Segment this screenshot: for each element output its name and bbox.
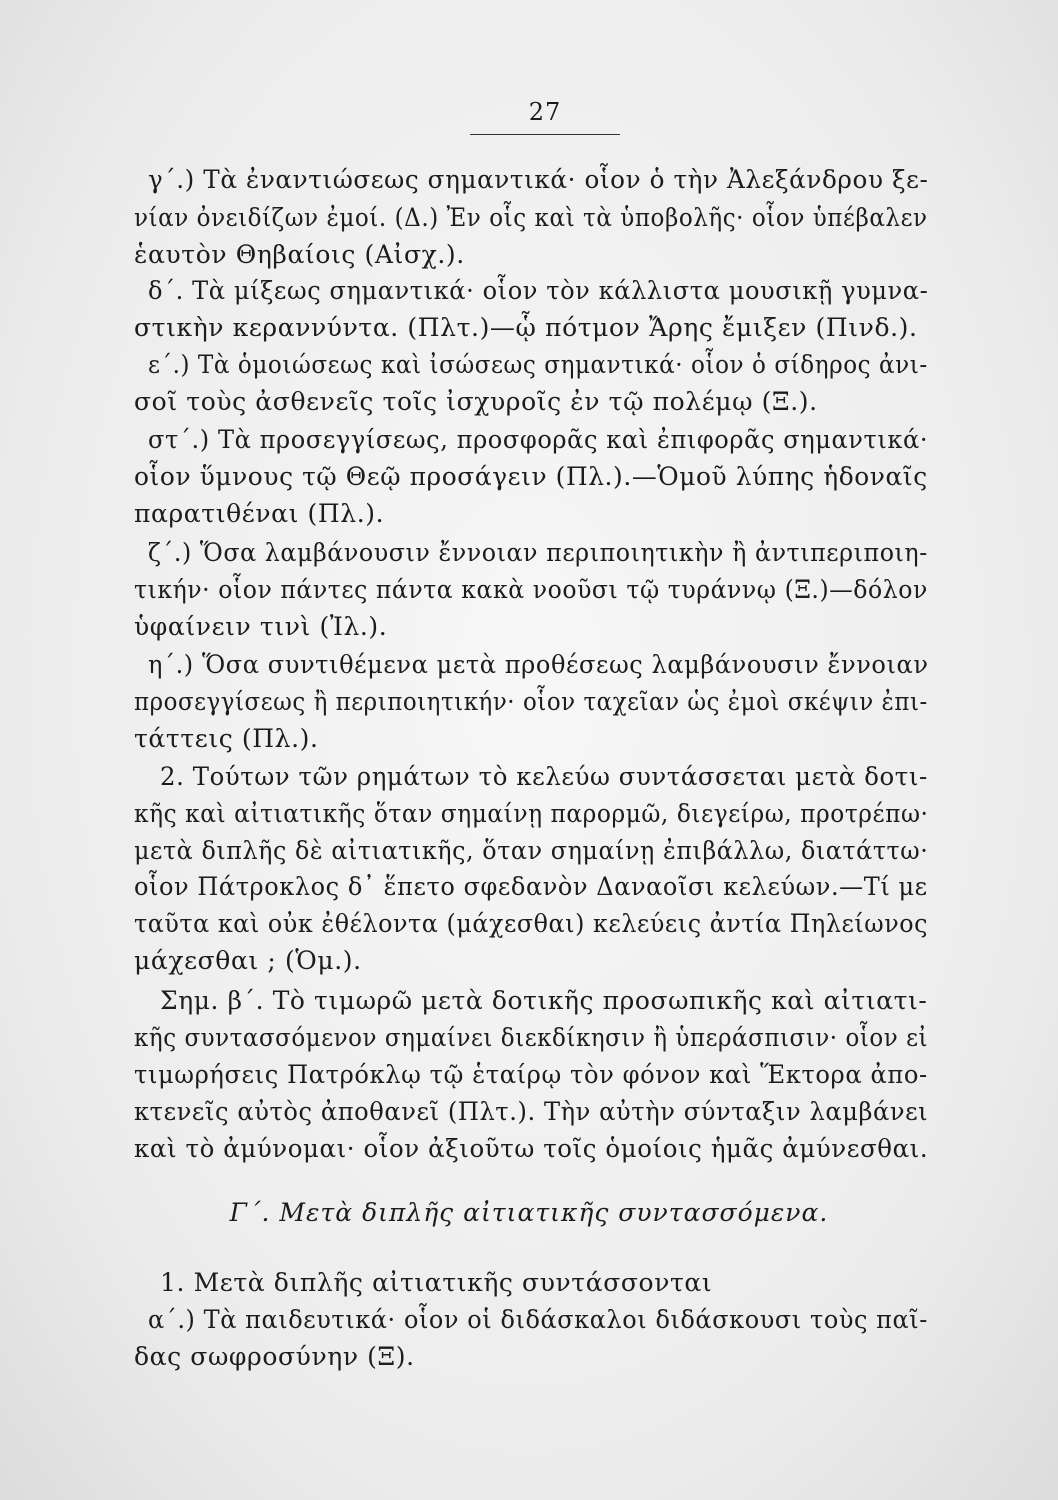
text-line: ε΄.) Τὰ ὁμοιώσεως καὶ ἰσώσεως σημαντικά· οἷον ὁ σίδηρος ἀνι- — [148, 350, 928, 379]
text-line: κῆς καὶ αἰτιατικῆς ὅταν σημαίνῃ παρορμῶ, διεγείρω, προτρέπω· — [134, 799, 929, 828]
text-line: τιμωρήσεις Πατρόκλῳ τῷ ἑταίρῳ τὸν φόνον καὶ Ἕκτορα ἀπο- — [134, 1060, 928, 1089]
text-line: η΄.) Ὅσα συντιθέμενα μετὰ προθέσεως λαμβάνουσιν ἔννοιαν — [148, 650, 929, 679]
text-line: α΄.) Τὰ παιδευτικά· οἷον οἱ διδάσκαλοι διδάσκουσι τοὺς παῖ- — [148, 1305, 928, 1334]
text-line: 2. Τούτων τῶν ρημάτων τὸ κελεύω συντάσσεται μετὰ δοτι- — [160, 762, 928, 791]
text-line: δ΄. Τὰ μίξεως σημαντικά· οἷον τὸν κάλλιστα μουσικῇ γυμνα- — [148, 276, 929, 305]
text-line: οἷον Πάτροκλος δ᾽ ἕπετο σφεδανὸν Δαναοῖσι κελεύων.—Τί με — [134, 872, 928, 901]
text-line: προσεγγίσεως ἢ περιποιητικήν· οἷον ταχεῖαν ὡς ἐμοὶ σκέψιν ἐπι- — [134, 687, 928, 716]
text-line: ἑαυτὸν Θηβαίοις (Αἰσχ.). — [134, 240, 465, 269]
text-line: μετὰ διπλῆς δὲ αἰτιατικῆς, ὅταν σημαίνῃ ἐπιβάλλω, διατάττω· — [134, 836, 929, 865]
text-line: στ΄.) Τὰ προσεγγίσεως, προσφορᾶς καὶ ἐπιφορᾶς σημαντικά· — [148, 425, 929, 454]
text-line: γ΄.) Τὰ ἐναντιώσεως σημαντικά· οἷον ὁ τὴν Ἀλεξάνδρου ξε- — [148, 165, 929, 194]
text-line: σοῖ τοὺς ἀσθενεῖς τοῖς ἰσχυροῖς ἐν τῷ πολέμῳ (Ξ.). — [134, 387, 818, 416]
section-heading: Γ΄. Μετὰ διπλῆς αἰτιατικῆς συντασσόμενα. — [229, 1198, 829, 1227]
text-line: 1. Μετὰ διπλῆς αἰτιατικῆς συντάσσονται — [160, 1268, 713, 1297]
text-line: Σημ. β΄. Τὸ τιμωρῶ μετὰ δοτικῆς προσωπικῆς καὶ αἰτιατι- — [160, 986, 928, 1015]
text-line: οἷον ὕμνους τῷ Θεῷ προσάγειν (Πλ.).—Ὁμοῦ λύπης ἡδοναῖς — [134, 462, 928, 491]
text-line: μάχεσθαι ; (Ὁμ.). — [134, 946, 362, 975]
text-line: δας σωφροσύνην (Ξ). — [134, 1342, 415, 1371]
text-line: καὶ τὸ ἀμύνομαι· οἷον ἀξιοῦτω τοῖς ὁμοίοις ἡμᾶς ἀμύνεσθαι. — [134, 1134, 929, 1163]
text-line: νίαν ὀνειδίζων ἐμοί. (Δ.) Ἐν οἷς καὶ τὰ ὑποβολῆς· οἷον ὑπέβαλεν — [134, 203, 928, 232]
text-line: παρατιθέναι (Πλ.). — [134, 499, 385, 528]
text-line: κῆς συντασσόμενον σημαίνει διεκδίκησιν ἢ ὑπεράσπισιν· οἷον εἰ — [134, 1023, 929, 1052]
text-line: ζ΄.) Ὅσα λαμβάνουσιν ἔννοιαν περιποιητικὴν ἢ ἀντιπεριποιη- — [148, 538, 928, 567]
text-line: τάττεις (Πλ.). — [134, 724, 319, 753]
text-line: ὑφαίνειν τινὶ (Ἰλ.). — [134, 612, 388, 641]
text-line: ταῦτα καὶ οὐκ ἐθέλοντα (μάχεσθαι) κελεύεις ἀντία Πηλείωνος — [134, 909, 929, 938]
text-line: κτενεῖς αὐτὸς ἀποθανεῖ (Πλτ.). Τὴν αὐτὴν σύνταξιν λαμβάνει — [134, 1097, 929, 1126]
header-rule — [470, 134, 620, 135]
page-number: 27 — [528, 98, 562, 126]
text-line: στικὴν κεραννύντα. (Πλτ.)—ᾧ πότμον Ἄρης ἔμιξεν (Πινδ.). — [134, 313, 918, 342]
text-line: τικήν· οἷον πάντες πάντα κακὰ νοοῦσι τῷ τυράννῳ (Ξ.)—δόλον — [134, 575, 928, 604]
